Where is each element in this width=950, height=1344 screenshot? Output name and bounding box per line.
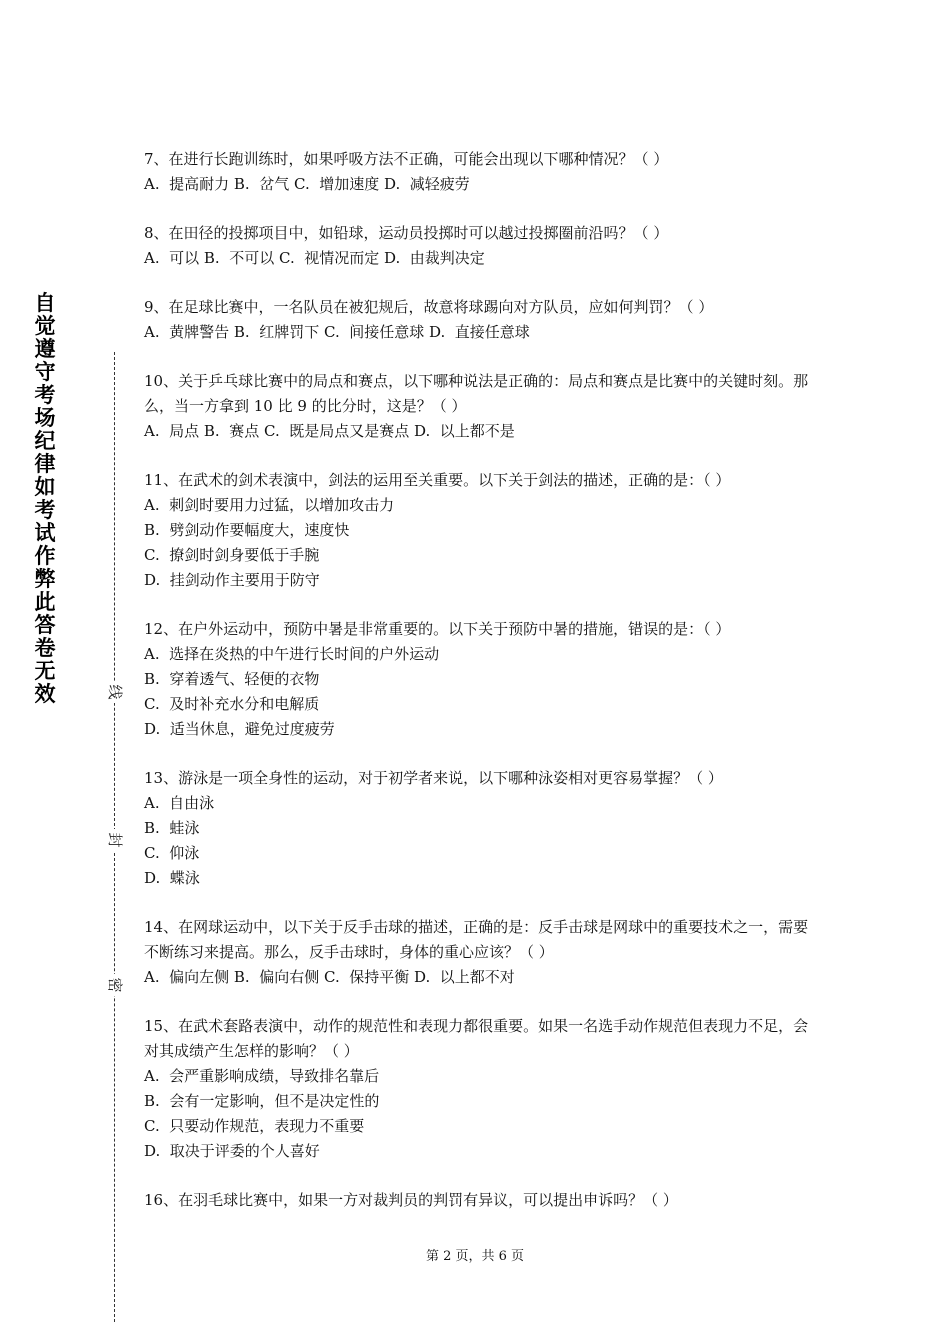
question-stem: 7、在进行长跑训练时，如果呼吸方法不正确，可能会出现以下哪种情况？（ ） — [144, 150, 669, 168]
question-list — [144, 147, 816, 1237]
question-stem: 16、在羽毛球比赛中，如果一方对裁判员的判罚有异议，可以提出申诉吗？（ ） — [144, 1191, 678, 1209]
question-item — [144, 147, 816, 197]
question-option: A. 提高耐力 B. 岔气 C. 增加速度 D. 减轻疲劳 — [144, 175, 470, 193]
question-stem: 9、在足球比赛中，一名队员在被犯规后，故意将球踢向对方队员，应如何判罚？（ ） — [144, 298, 714, 316]
question-option: A. 局点 B. 赛点 C. 既是局点又是赛点 D. 以上都不是 — [144, 422, 515, 440]
question-option: D. 适当休息，避免过度疲劳 — [144, 720, 335, 738]
question-option: C. 及时补充水分和电解质 — [144, 695, 320, 713]
question-stem: 13、游泳是一项全身性的运动，对于初学者来说，以下哪种泳姿相对更容易掌握？（ ） — [144, 769, 723, 787]
question-stem: 11、在武术的剑术表演中，剑法的运用至关重要。以下关于剑法的描述，正确的是：（ ） — [144, 471, 731, 489]
question-option: C. 只要动作规范，表现力不重要 — [144, 1117, 365, 1135]
question-option: D. 取决于评委的个人喜好 — [144, 1142, 320, 1160]
question-item — [144, 221, 816, 271]
question-item — [144, 295, 816, 345]
question-stem: 15、在武术套路表演中，动作的规范性和表现力都很重要。如果一名选手动作规范但表现力不足，会对其成绩产生怎样的影响？（ ） — [144, 1017, 809, 1060]
question-option: B. 会有一定影响，但不是决定性的 — [144, 1092, 380, 1110]
question-option: B. 劈剑动作要幅度大，速度快 — [144, 521, 350, 539]
question-item — [144, 1014, 816, 1164]
page-number: 第 2 页，共 6 页 — [425, 1249, 525, 1264]
question-stem: 8、在田径的投掷项目中，如铅球，运动员投掷时可以越过投掷圈前沿吗？（ ） — [144, 224, 669, 242]
question-option: A. 会严重影响成绩，导致排名靠后 — [144, 1067, 380, 1085]
question-item — [144, 369, 816, 444]
question-item — [144, 915, 816, 990]
seal-label-secret: 密 — [103, 974, 127, 996]
seal-label-seal: 封 — [103, 829, 127, 851]
question-option: A. 选择在炎热的中午进行长时间的户外运动 — [144, 645, 440, 663]
question-option: A. 黄牌警告 B. 红牌罚下 C. 间接任意球 D. 直接任意球 — [144, 323, 530, 341]
question-item — [144, 468, 816, 593]
question-stem: 10、关于乒乓球比赛中的局点和赛点，以下哪种说法是正确的：局点和赛点是比赛中的关键时刻。那么，当一方拿到 10 比 9 的比分时，这是？（ ） — [144, 372, 809, 415]
question-option: A. 刺剑时要用力过猛，以增加攻击力 — [144, 496, 395, 514]
question-item — [144, 617, 816, 742]
question-option: B. 蛙泳 — [144, 819, 200, 837]
question-stem: 12、在户外运动中，预防中暑是非常重要的。以下关于预防中暑的措施，错误的是：（ ） — [144, 620, 731, 638]
question-option: C. 仰泳 — [144, 844, 200, 862]
question-option: B. 穿着透气、轻便的衣物 — [144, 670, 320, 688]
seal-label-line: 线 — [103, 681, 127, 703]
question-option: A. 偏向左侧 B. 偏向右侧 C. 保持平衡 D. 以上都不对 — [144, 968, 515, 986]
question-item — [144, 1188, 816, 1213]
question-option: A. 自由泳 — [144, 794, 215, 812]
question-option: C. 撩剑时剑身要低于手腕 — [144, 546, 320, 564]
exam-discipline-notice: 自觉遵守考场纪律如考试作弊此答卷无效 — [34, 291, 56, 706]
question-option: D. 挂剑动作主要用于防守 — [144, 571, 320, 589]
question-option: A. 可以 B. 不可以 C. 视情况而定 D. 由裁判决定 — [144, 249, 485, 267]
question-item — [144, 766, 816, 891]
question-option: D. 蝶泳 — [144, 869, 200, 887]
question-stem: 14、在网球运动中，以下关于反手击球的描述，正确的是：反手击球是网球中的重要技术之一，需要不断练习来提高。那么，反手击球时，身体的重心应该？（ ） — [144, 918, 809, 961]
